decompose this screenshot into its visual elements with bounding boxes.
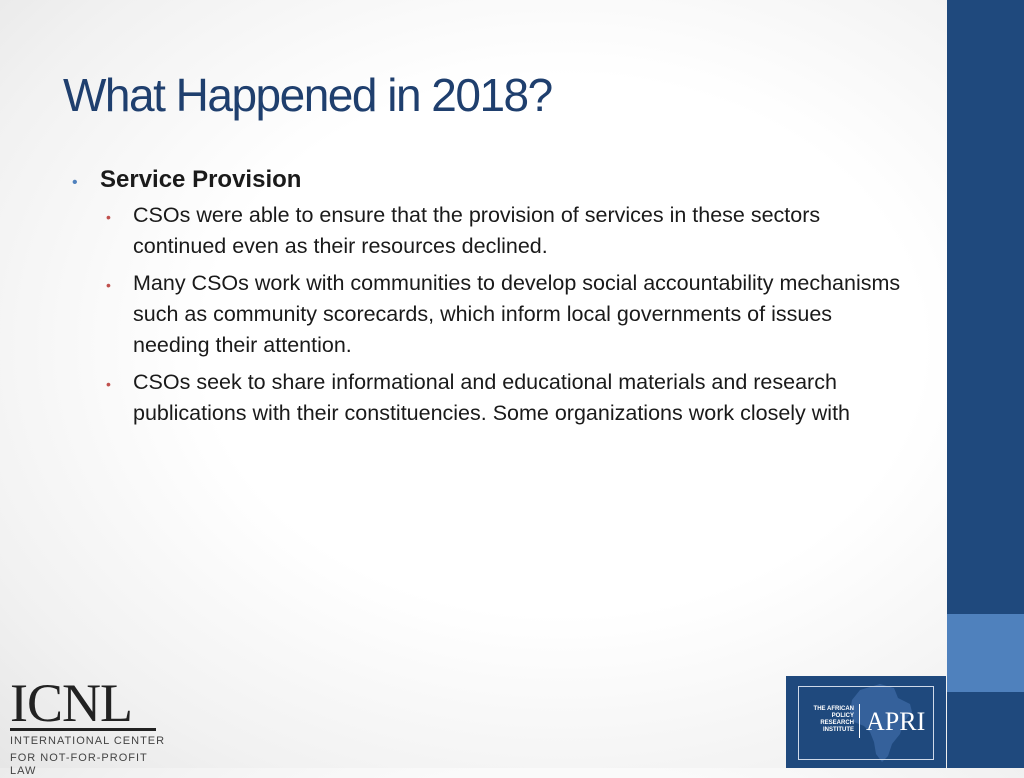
sub-bullet-item [106,367,922,429]
sub-bullet-dot-icon: • [106,277,111,293]
sub-bullet-item [106,200,922,262]
apri-logo [786,676,946,768]
sub-bullet-item [106,268,922,361]
sub-bullet-text: Many CSOs work with communities to develop social accountability mechanisms such as community scorecards, which inform local governments of issues needing their attention. [133,271,901,357]
bullet-heading: Service Provision [100,166,302,193]
icnl-subtitle-line1: INTERNATIONAL CENTER [10,735,166,747]
icnl-logo [10,673,170,778]
sub-bullet-dot-icon: • [106,376,111,392]
bullet-list [72,166,922,429]
sub-bullet-text: CSOs seek to share informational and educational materials and research publications with their constituencies. Some organizations work closely with [133,370,851,425]
slide-title: What Happened in 2018? [63,69,552,121]
icnl-subtitle-line2: FOR NOT-FOR-PROFIT LAW [10,752,148,777]
right-accent-band-light [947,614,1024,692]
bullet-item [72,166,922,194]
apri-divider [859,704,860,738]
apri-small-text: THE AFRICAN POLICY RESEARCH INSTITUTE [813,706,854,733]
apri-wordmark: APRI [866,707,926,736]
bullet-dot-icon: • [72,174,78,191]
sub-bullet-dot-icon: • [106,209,111,225]
sub-bullet-text: CSOs were able to ensure that the provision of services in these sectors continued even as their resources declined. [133,203,821,258]
icnl-wordmark: ICNL [10,678,156,731]
